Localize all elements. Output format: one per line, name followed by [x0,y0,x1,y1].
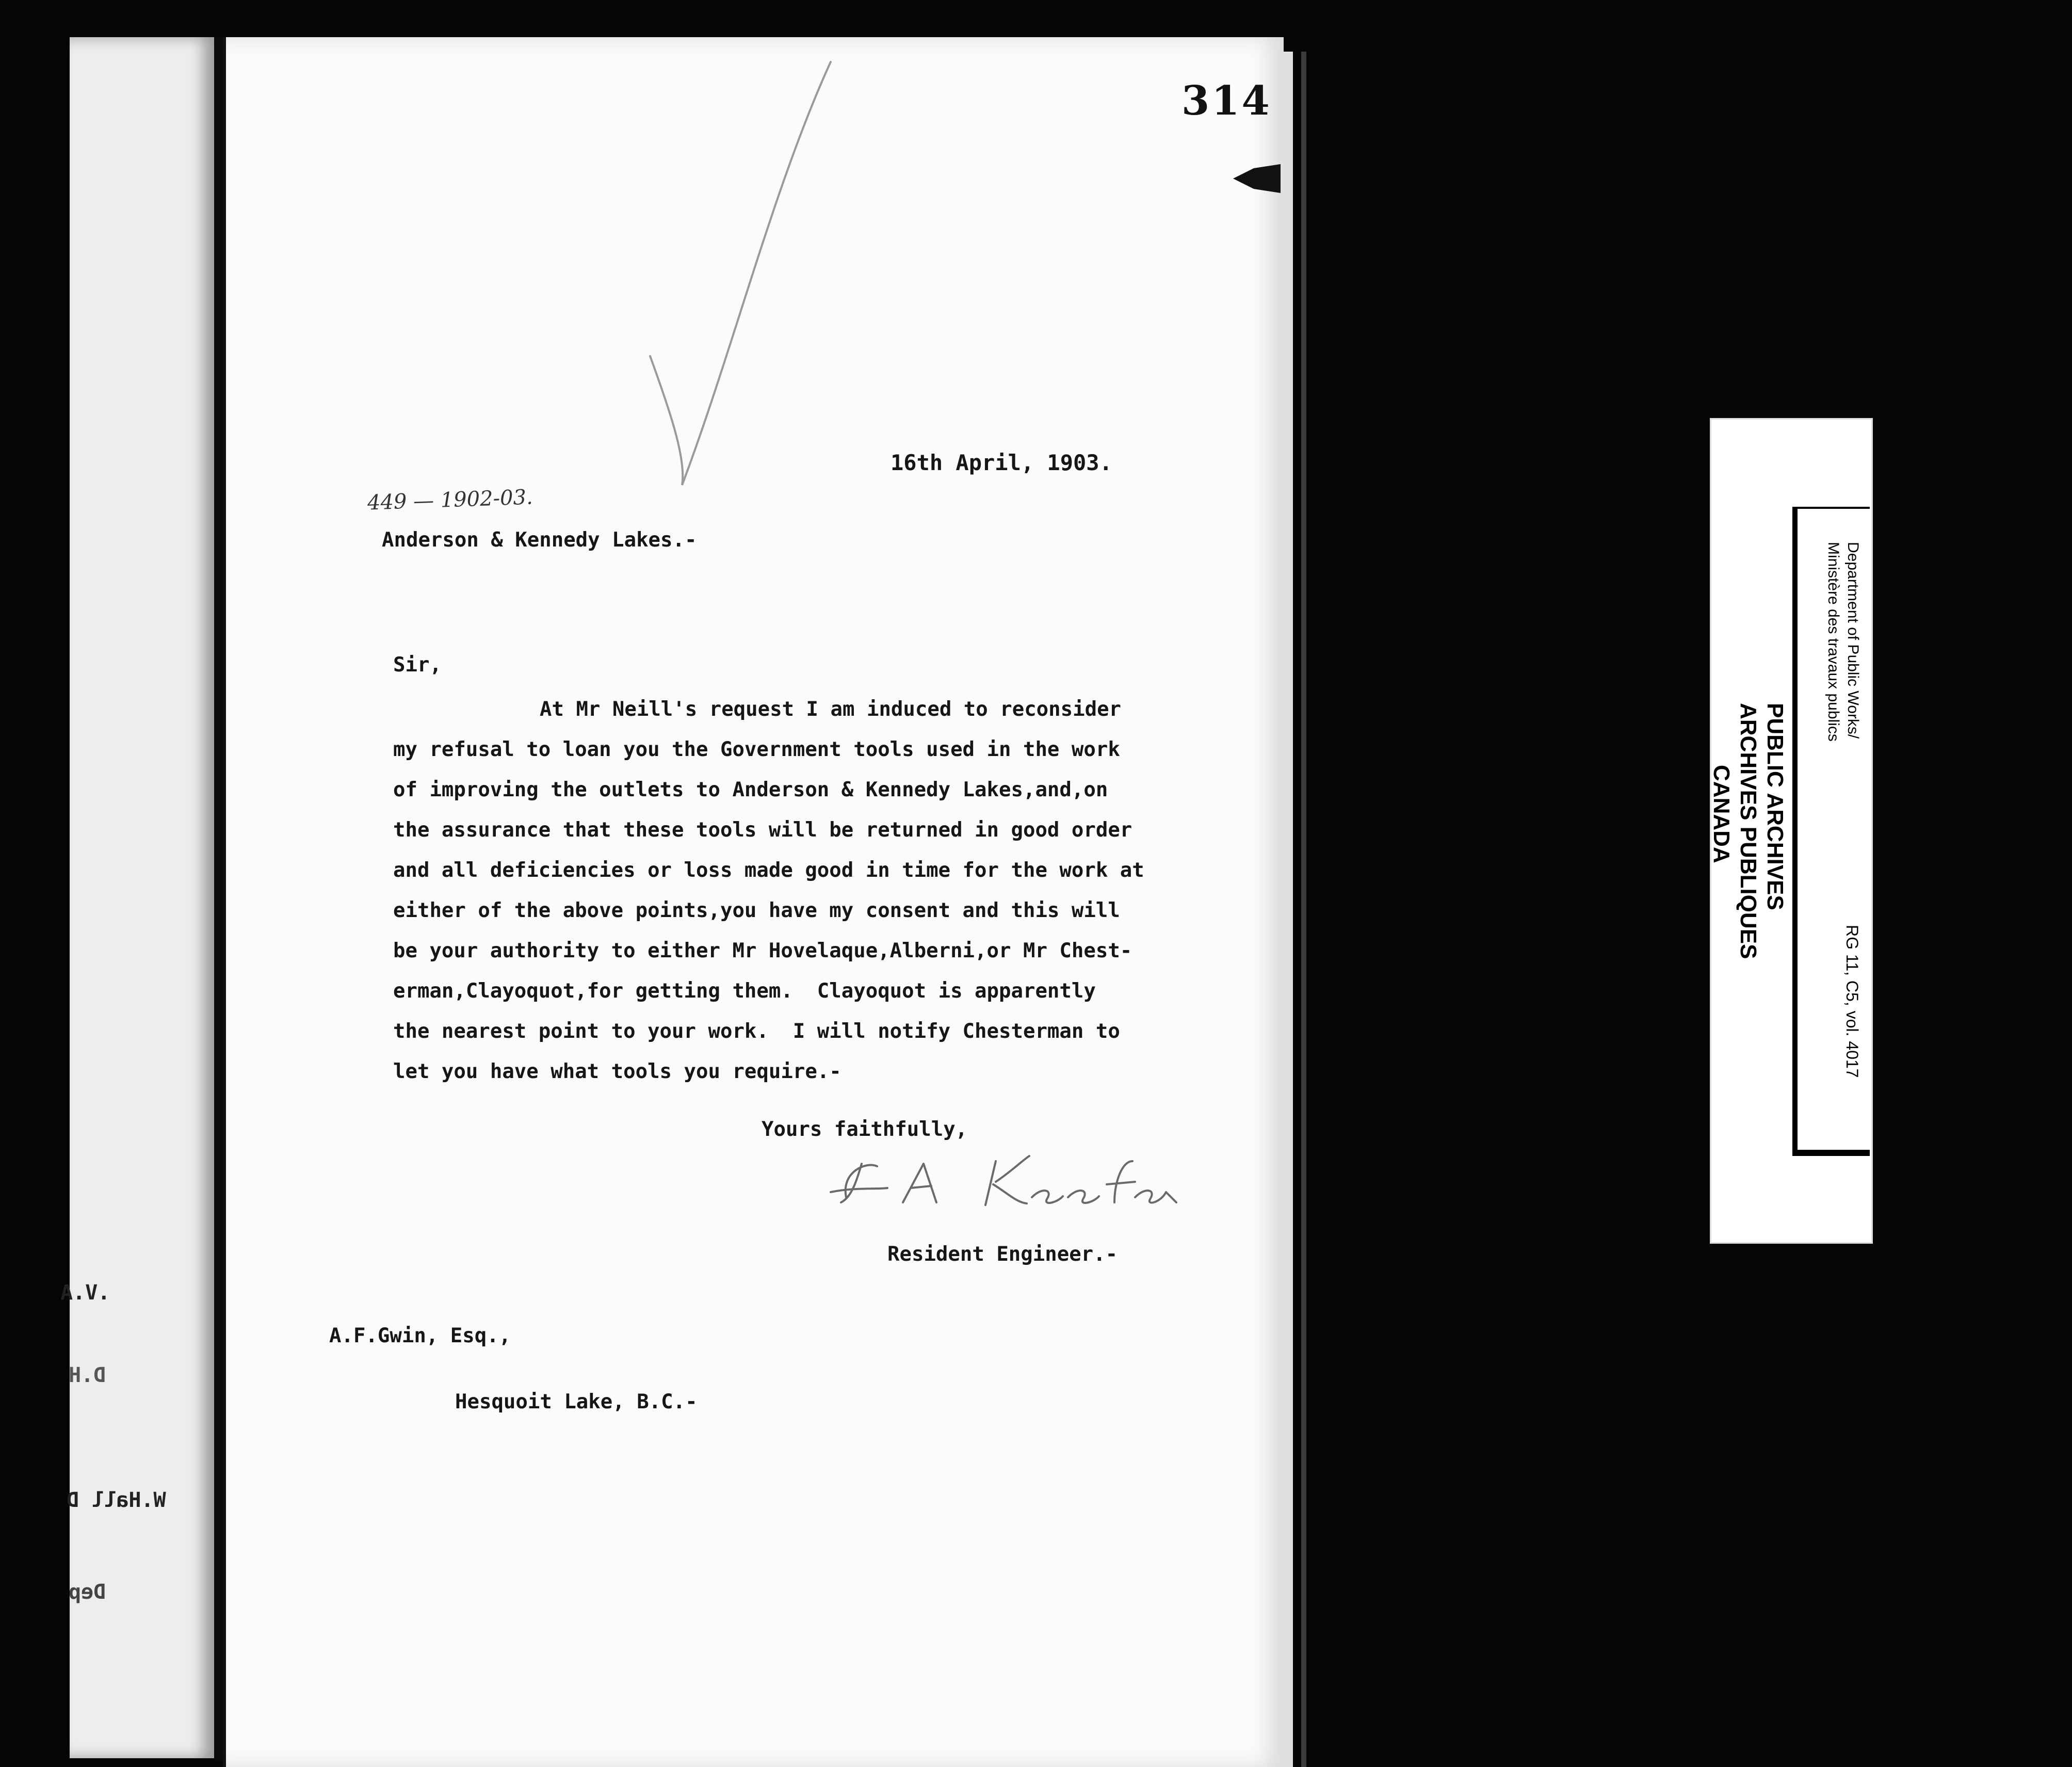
body-line: erman,Clayoquot,for getting them. Clayoquot is apparently [393,979,1096,1003]
department-line: Department of Public Works/ [1844,542,1861,739]
body-line: be your authority to either Mr Hovelaque,Alberni,or Mr Chest- [393,939,1132,962]
archive-title-line: CANADA [1709,765,1734,863]
body-line: either of the above points,you have my consent and this will [393,899,1120,922]
left-page-fragment: D.H [69,1363,106,1387]
left-page-fragment: .V.A [60,1281,110,1305]
department-name [1823,542,1863,742]
page-tab-mark [1233,164,1281,193]
body-line: of improving the outlets to Anderson & Kennedy Lakes,and,on [393,778,1108,801]
left-page-strip [60,37,214,1758]
body-line: the assurance that these tools will be returned in good order [393,818,1132,842]
body-line: my refusal to loan you the Government tools used in the work [393,738,1120,761]
record-group-reference: RG 11, C5, vol. 4017 [1843,925,1861,1078]
page-divider [1301,52,1306,1767]
archive-title [1708,703,1788,959]
body-line: let you have what tools you require.- [393,1060,841,1083]
archive-title-line: PUBLIC ARCHIVES [1762,703,1788,910]
salutation: Sir, [393,653,442,677]
closing: Yours faithfully, [762,1118,968,1141]
archive-title-line: ARCHIVES PUBLIQUES [1736,703,1761,959]
signature-title: Resident Engineer.- [887,1243,1118,1266]
pencil-check-mark [640,52,846,506]
page-number: 314 [1181,77,1272,124]
addressee-name: A.F.Gwin, Esq., [329,1324,511,1347]
addressee-location: Hesquoit Lake, B.C.- [455,1390,698,1413]
letter-subject: Anderson & Kennedy Lakes.- [382,528,697,552]
left-page-fragment: Dep [69,1580,106,1604]
body-line: the nearest point to your work. I will notify Chesterman to [393,1020,1120,1043]
handwritten-signature [825,1140,1187,1228]
file-reference-note: 449 — 1902-03. [367,485,533,515]
body-line: and all deficiencies or loss made good in time for the work at [393,859,1144,882]
body-line: At Mr Neill's request I am induced to reconsider [540,698,1122,721]
page-edge [1280,52,1293,1767]
left-page-fragment: W.Hall D [67,1488,166,1512]
department-line: Ministère des travaux publics [1825,542,1842,742]
letter-date: 16th April, 1903. [891,450,1112,475]
